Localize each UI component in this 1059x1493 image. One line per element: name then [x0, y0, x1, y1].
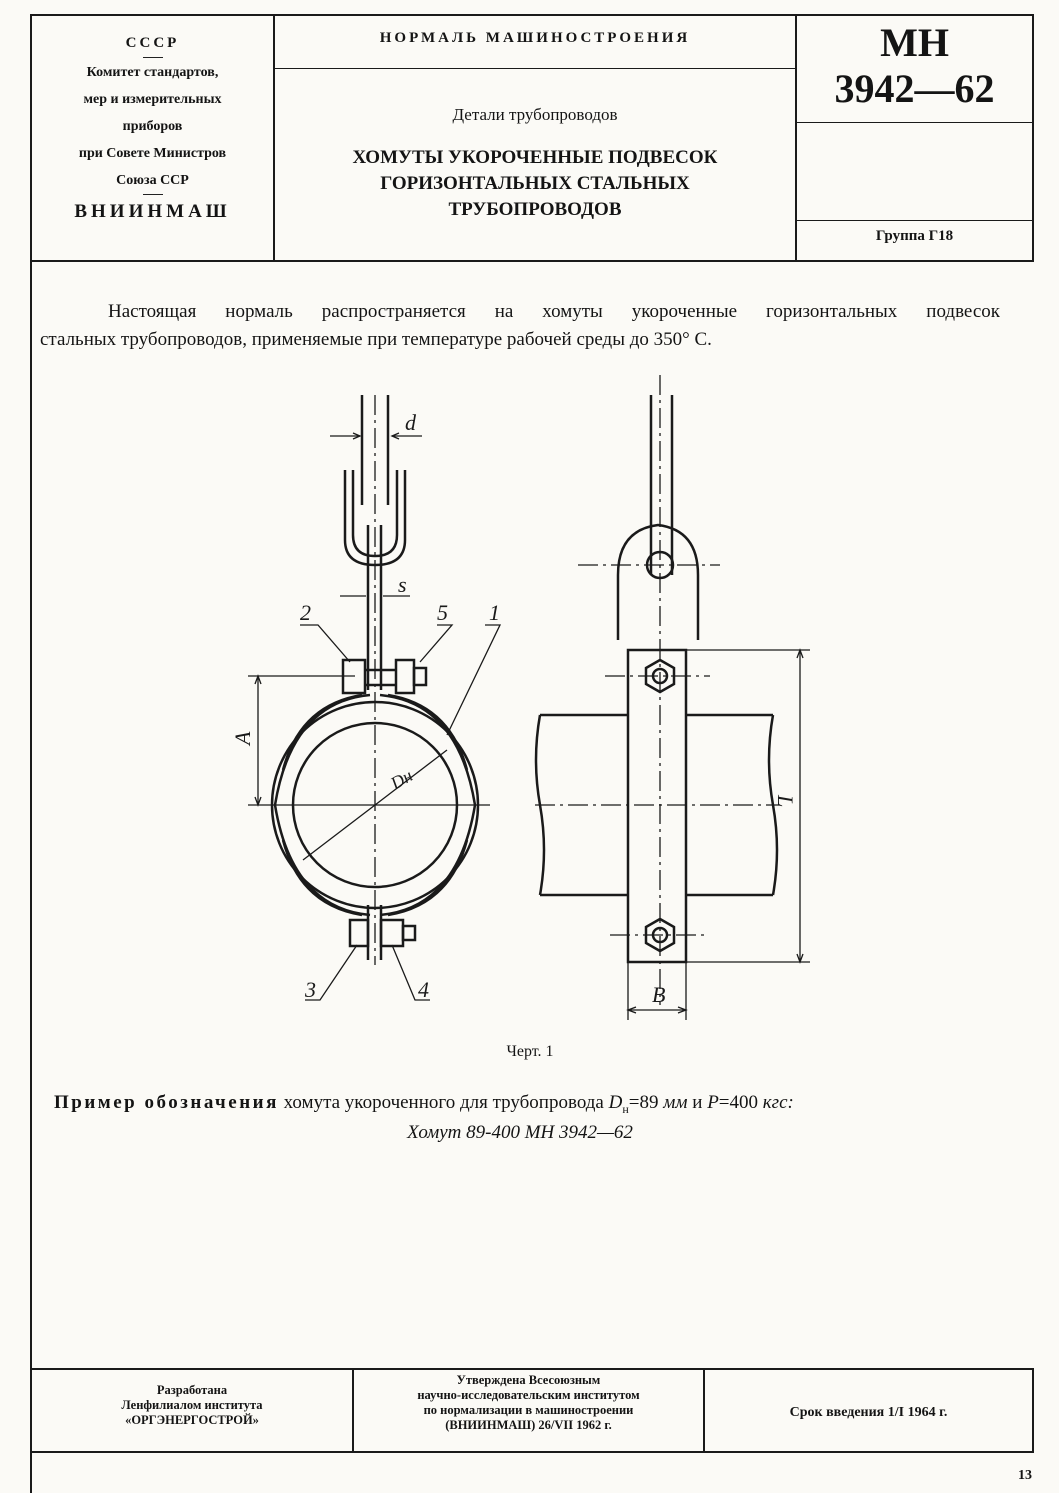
approved-line-3: по нормализации в машиностроении: [423, 1403, 634, 1417]
dn-value: =89: [628, 1092, 659, 1113]
subtitle: Детали трубопроводов: [452, 105, 618, 124]
right-rod: [651, 395, 672, 575]
intro-line-2: стальных трубопроводов, применяемые при температуре рабочей среды до 350° С.: [40, 329, 712, 350]
right-eye: [618, 525, 698, 640]
label-Dn: Dн: [387, 765, 416, 794]
approved-line-2: научно-исследовательским институтом: [417, 1388, 640, 1402]
clevis: [345, 470, 405, 565]
country-label: СССР: [125, 35, 180, 51]
example-text: хомута укороченного для трубопровода: [283, 1092, 604, 1113]
label-4: 4: [418, 977, 429, 1002]
developed-by: [32, 1383, 352, 1428]
label-L: L: [773, 795, 798, 808]
title-line-2: ГОРИЗОНТАЛЬНЫХ СТАЛЬНЫХ: [380, 173, 690, 194]
dn-symbol: D: [608, 1092, 623, 1113]
bottom-nut: [381, 920, 403, 946]
unit-kgs: кгс:: [762, 1092, 794, 1113]
leader-5: [420, 625, 452, 662]
designation-example: Хомут 89-400 МН 3942—62: [407, 1122, 633, 1143]
label-3: 3: [305, 977, 316, 1002]
top-nut: [396, 660, 414, 693]
standard-code: МН: [880, 20, 949, 65]
label-A: A: [230, 731, 255, 745]
category-title: НОРМАЛЬ МАШИНОСТРОЕНИЯ: [379, 30, 691, 46]
p-value: =400: [718, 1092, 759, 1113]
developed-line-2: Ленфилиалом института: [121, 1398, 263, 1412]
approved-by: [354, 1373, 703, 1433]
effective-date: Срок введения 1/I 1964 г.: [789, 1405, 948, 1420]
label-5: 5: [437, 600, 448, 625]
title-line-1: ХОМУТЫ УКОРОЧЕННЫЕ ПОДВЕСОК: [352, 147, 718, 168]
group-label: Группа Г18: [875, 228, 954, 244]
intro-line-1: Настоящая нормаль распространяется на хомуты укороченные горизонтальных подвесок: [108, 301, 1000, 322]
leader-2: [300, 625, 350, 662]
standard-number: 3942—62: [834, 66, 995, 111]
footer-bottom-rule: [30, 1451, 1034, 1453]
unit-mm: мм: [663, 1092, 688, 1113]
leader-1: [447, 625, 500, 735]
label-1: 1: [489, 600, 500, 625]
footer-right-rule: [1032, 1368, 1034, 1453]
developed-line-1: Разработана: [156, 1383, 228, 1397]
label-d: d: [405, 410, 416, 435]
org-name: ВНИИНМАШ: [74, 201, 231, 222]
approved-line-1: Утверждена Всесоюзным: [456, 1373, 601, 1387]
committee-line-4: при Совете Министров: [78, 146, 227, 161]
footer-top-rule: [30, 1368, 1034, 1370]
label-s: s: [398, 572, 407, 597]
figure-caption: Черт. 1: [506, 1043, 554, 1060]
example-line: [54, 1092, 1014, 1117]
committee-line-2: мер и измерительных: [83, 92, 222, 107]
committee-line-5: Союза ССР: [116, 173, 189, 188]
label-2: 2: [300, 600, 311, 625]
right-strap: [628, 650, 686, 962]
developed-line-3: «ОРГЭНЕРГОСТРОЙ»: [125, 1413, 259, 1427]
approved-line-4: (ВНИИНМАШ) 26/VII 1962 г.: [445, 1418, 612, 1432]
title-line-3: ТРУБОПРОВОДОВ: [448, 199, 622, 220]
label-B: B: [652, 982, 666, 1007]
p-symbol: P: [707, 1092, 719, 1113]
committee-line-1: Комитет стандартов,: [86, 65, 219, 80]
bottom-bolt-head: [350, 920, 368, 946]
dn-sub: н: [622, 1101, 629, 1116]
and-word: и: [692, 1092, 703, 1113]
committee-line-3: приборов: [122, 119, 183, 134]
page-number: 13: [1018, 1468, 1032, 1483]
example-prefix: Пример обозначения: [54, 1092, 279, 1113]
